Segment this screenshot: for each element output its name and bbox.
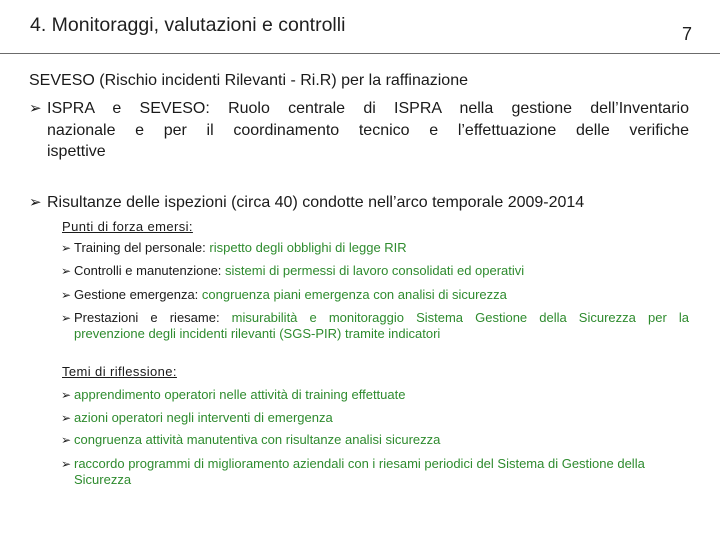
arrow-bullet-icon: ➢ xyxy=(29,194,42,211)
bullet-text-line3: ispettive xyxy=(47,143,106,160)
item-text: congruenza attività manutentiva con risultanze analisi sicurezza xyxy=(74,432,441,447)
arrow-bullet-icon: ➢ xyxy=(61,388,72,402)
bullet-lead: ISPRA e SEVESO: Ruolo centrale di ISPRA xyxy=(47,100,442,117)
bullet-ispra xyxy=(29,98,689,163)
arrow-bullet-icon: ➢ xyxy=(61,264,72,278)
strengths-heading: Punti di forza emersi: xyxy=(62,219,193,234)
strength-item xyxy=(61,287,689,303)
reflections-heading: Temi di riflessione: xyxy=(62,364,177,379)
item-text-line2: Sicurezza xyxy=(74,472,132,487)
item-text: azioni operatori negli interventi di emergenza xyxy=(74,410,333,425)
section-subtitle: SEVESO (Rischio incidenti Rilevanti - Ri.R) per la raffinazione xyxy=(29,72,468,89)
reflection-item xyxy=(61,387,689,403)
arrow-bullet-icon: ➢ xyxy=(61,433,72,447)
arrow-bullet-icon: ➢ xyxy=(61,288,72,302)
arrow-bullet-icon: ➢ xyxy=(61,241,72,255)
item-text: raccordo programmi di miglioramento aziendali con i riesami periodici del Sistema di Gestione della xyxy=(74,456,645,471)
strength-item xyxy=(61,240,689,256)
item-text: rispetto degli obblighi di legge RIR xyxy=(209,240,407,255)
bullet-text: condotte nell’arco temporale 2009-2014 xyxy=(302,194,585,211)
page-number: 7 xyxy=(681,24,692,44)
item-text: apprendimento operatori nelle attività di training effettuate xyxy=(74,387,406,402)
item-label: Controlli e manutenzione: xyxy=(74,263,222,278)
arrow-bullet-icon: ➢ xyxy=(29,100,42,117)
item-label: Prestazioni e riesame: xyxy=(74,310,220,325)
bullet-lead: Risultanze delle ispezioni (circa 40) xyxy=(47,194,298,211)
arrow-bullet-icon: ➢ xyxy=(61,411,72,425)
item-text: sistemi di permessi di lavoro consolidati ed operativi xyxy=(225,263,525,278)
bullet-ispezioni xyxy=(29,193,709,212)
reflection-item xyxy=(61,432,689,448)
reflection-item xyxy=(61,456,689,488)
header-divider xyxy=(0,53,720,54)
item-text: misurabilità e monitoraggio Sistema Gestione della Sicurezza per la xyxy=(231,310,689,325)
page-title: 4. Monitoraggi, valutazioni e controlli xyxy=(30,14,346,36)
reflection-item xyxy=(61,410,689,426)
bullet-text-line2: nazionale e per il coordinamento tecnico e l’effettuazione delle verifiche xyxy=(47,121,689,139)
item-label: Gestione emergenza: xyxy=(74,287,199,302)
bullet-text: nella gestione dell’Inventario xyxy=(459,100,689,117)
item-text: congruenza piani emergenza con analisi di sicurezza xyxy=(201,287,507,302)
arrow-bullet-icon: ➢ xyxy=(61,311,72,325)
strength-item xyxy=(61,263,689,279)
item-text-line2: prevenzione degli incidenti rilevanti (SGS-PIR) tramite indicatori xyxy=(74,326,441,341)
arrow-bullet-icon: ➢ xyxy=(61,457,72,471)
item-label: Training del personale: xyxy=(74,240,206,255)
strength-item xyxy=(61,310,689,342)
